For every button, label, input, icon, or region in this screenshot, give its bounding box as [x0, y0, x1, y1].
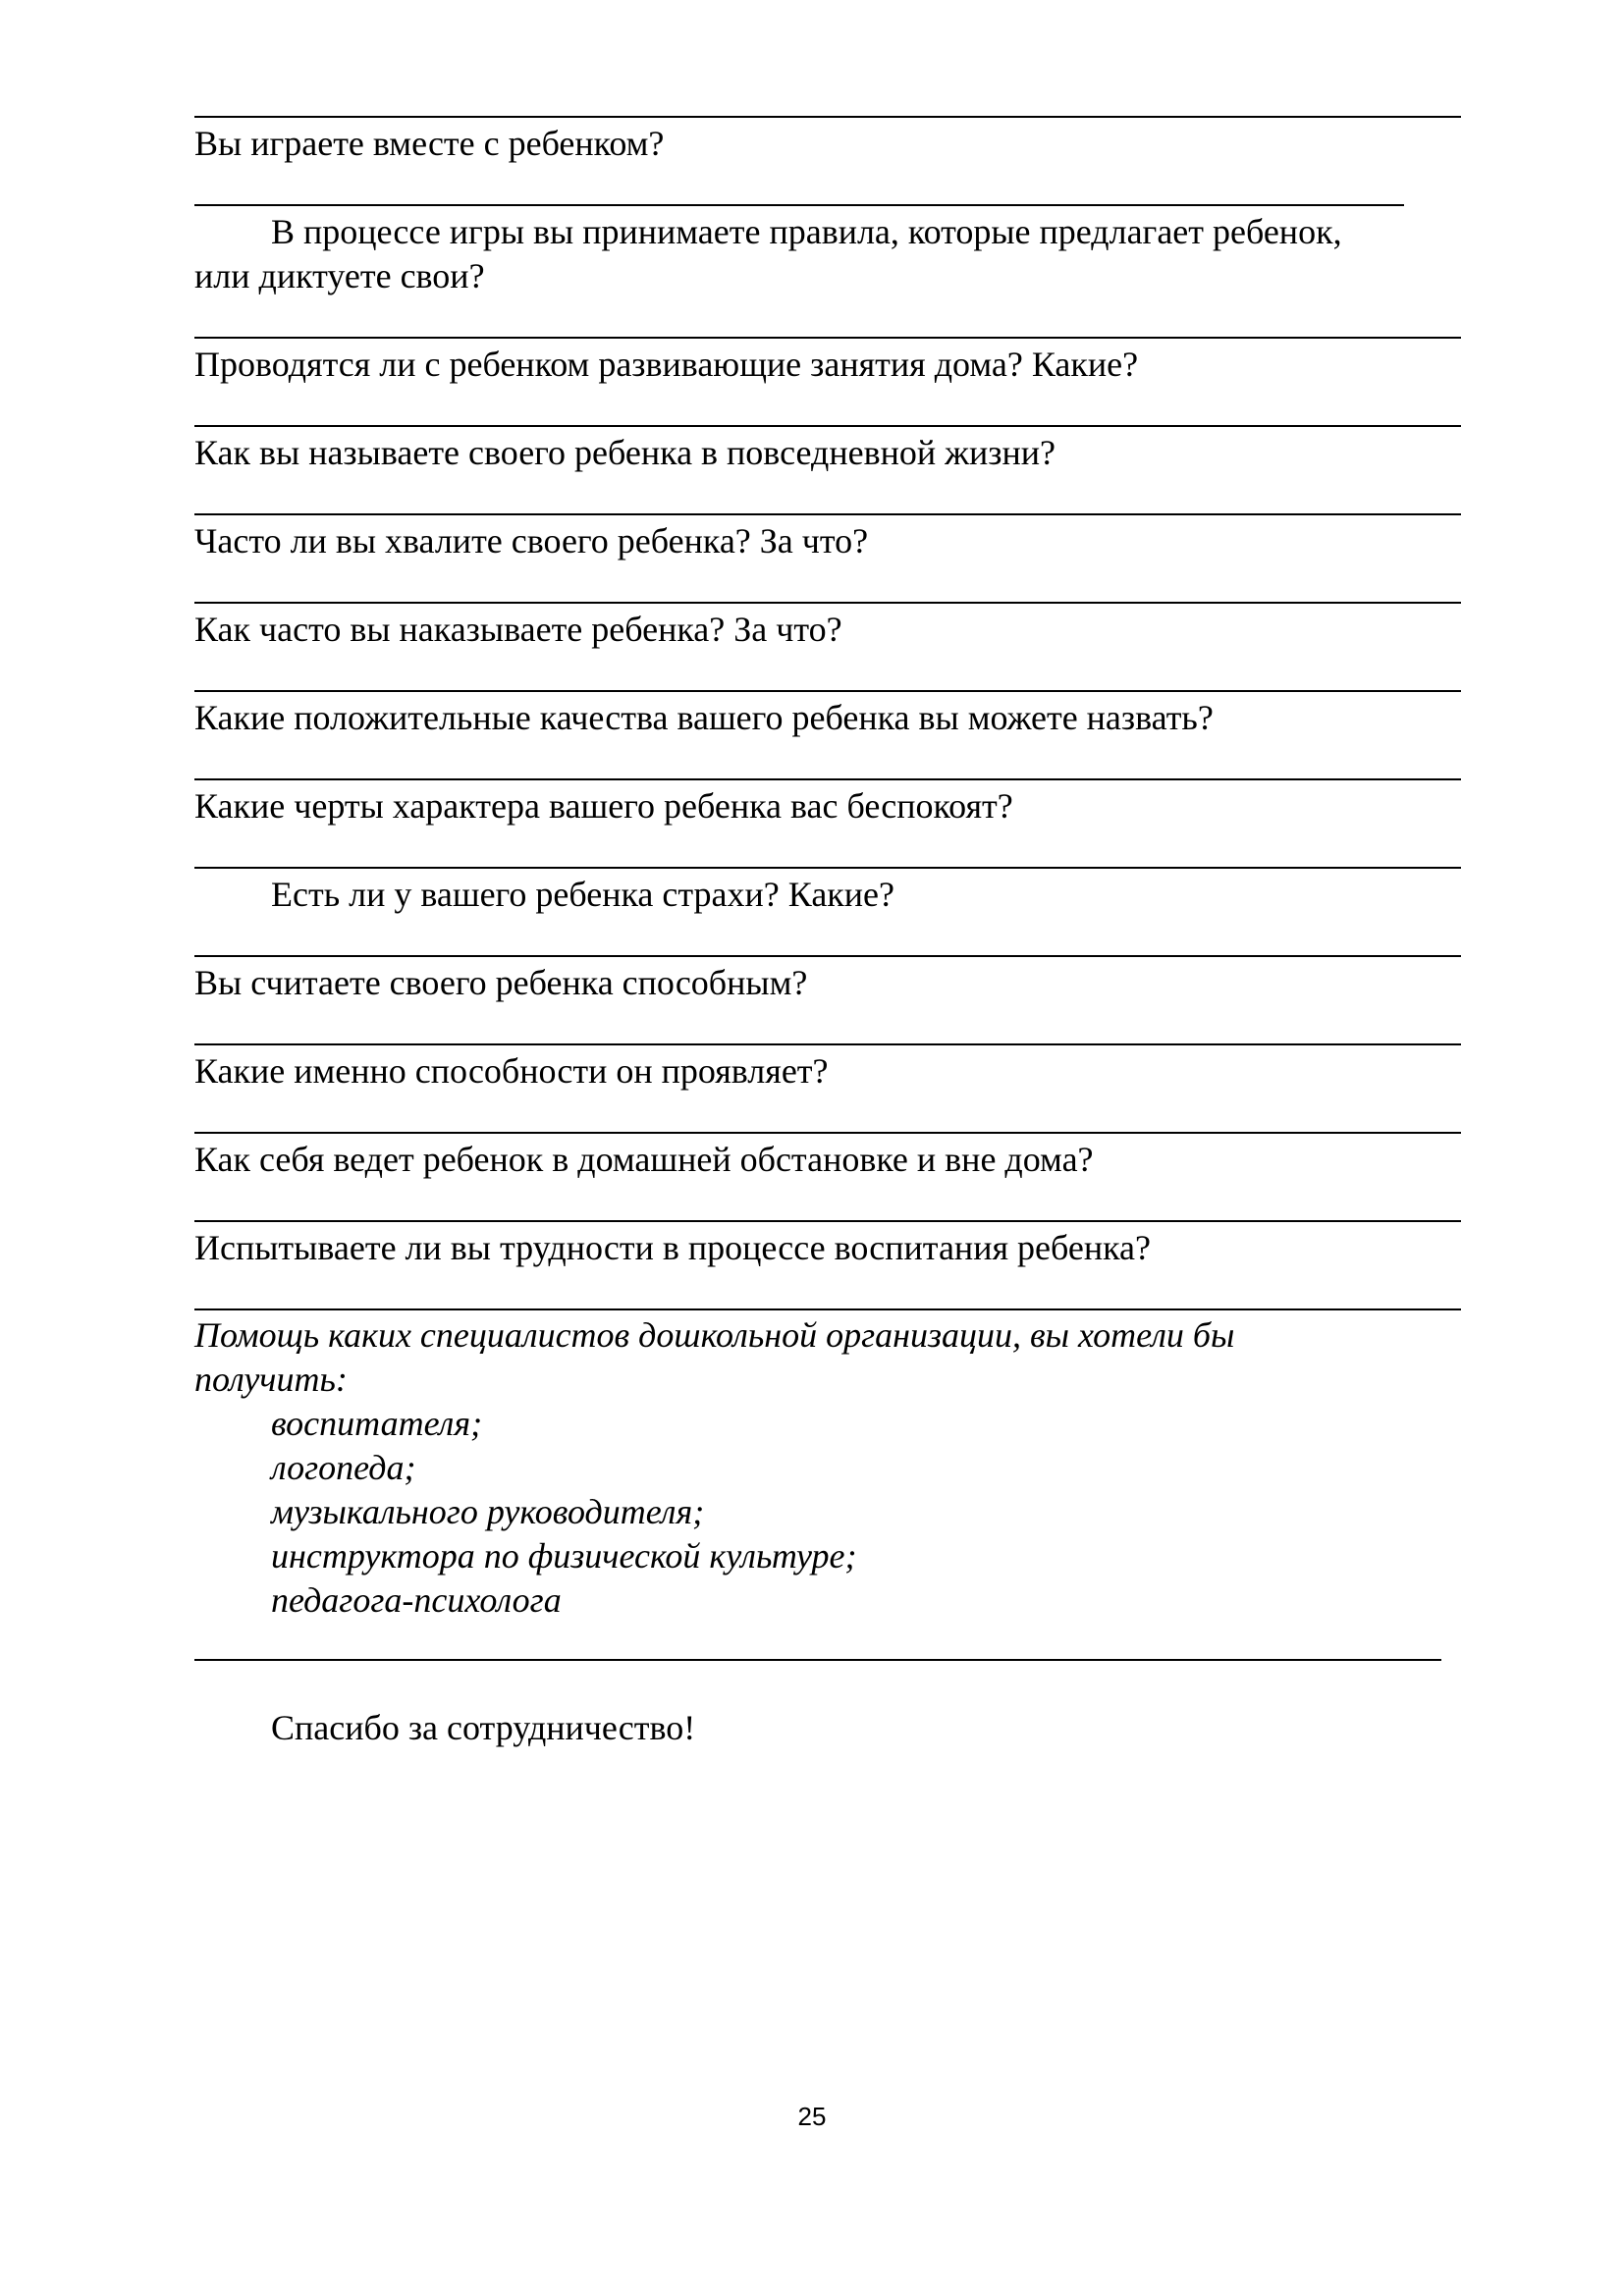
question-play-together: Вы играете вместе с ребенком?	[194, 124, 665, 163]
question-developmental-activities: Проводятся ли с ребенком развивающие занятия дома? Какие?	[194, 345, 1139, 384]
question-abilities: Какие именно способности он проявляет?	[194, 1051, 829, 1091]
page-number: 25	[797, 2102, 827, 2131]
answer-line	[194, 1659, 1441, 1661]
question-game-rules-line1: В процессе игры вы принимаете правила, которые предлагает ребенок,	[271, 212, 1342, 251]
answer-line	[194, 602, 1461, 604]
specialists-prompt-line1: Помощь каких специалистов дошкольной организации, вы хотели бы	[194, 1315, 1235, 1355]
answer-line	[194, 116, 1461, 118]
question-worrying-traits: Какие черты характера вашего ребенка вас беспокоят?	[194, 786, 1013, 826]
answer-line	[194, 778, 1461, 780]
answer-line	[194, 513, 1461, 515]
specialist-option: инструктора по физической культуре;	[271, 1536, 857, 1575]
answer-line	[194, 1043, 1461, 1045]
answer-line	[194, 1220, 1461, 1222]
question-behavior: Как себя ведет ребенок в домашней обстановке и вне дома?	[194, 1140, 1094, 1179]
answer-line	[194, 690, 1461, 692]
answer-line	[194, 1308, 1461, 1310]
question-praise: Часто ли вы хвалите своего ребенка? За что?	[194, 521, 869, 561]
question-difficulties: Испытываете ли вы трудности в процессе воспитания ребенка?	[194, 1228, 1151, 1267]
specialists-prompt-line2: получить:	[194, 1360, 348, 1399]
closing-thanks: Спасибо за сотрудничество!	[271, 1708, 696, 1747]
answer-line	[194, 867, 1461, 869]
answer-line	[194, 425, 1461, 427]
specialist-option: воспитателя;	[271, 1404, 483, 1443]
specialist-option: музыкального руководителя;	[271, 1492, 705, 1531]
answer-line	[194, 955, 1461, 957]
question-game-rules-line2: или диктуете свои?	[194, 256, 485, 295]
specialist-option: логопеда;	[271, 1448, 416, 1487]
question-punish: Как часто вы наказываете ребенка? За что?	[194, 610, 842, 649]
question-child-name: Как вы называете своего ребенка в повседневной жизни?	[194, 433, 1056, 472]
question-positive-qualities: Какие положительные качества вашего ребенка вы можете назвать?	[194, 698, 1214, 737]
answer-line	[194, 337, 1461, 339]
answer-line	[194, 1132, 1461, 1134]
question-capable: Вы считаете своего ребенка способным?	[194, 963, 808, 1002]
specialist-option: педагога-психолога	[271, 1580, 562, 1620]
answer-line	[194, 204, 1404, 206]
question-fears: Есть ли у вашего ребенка страхи? Какие?	[271, 875, 895, 914]
